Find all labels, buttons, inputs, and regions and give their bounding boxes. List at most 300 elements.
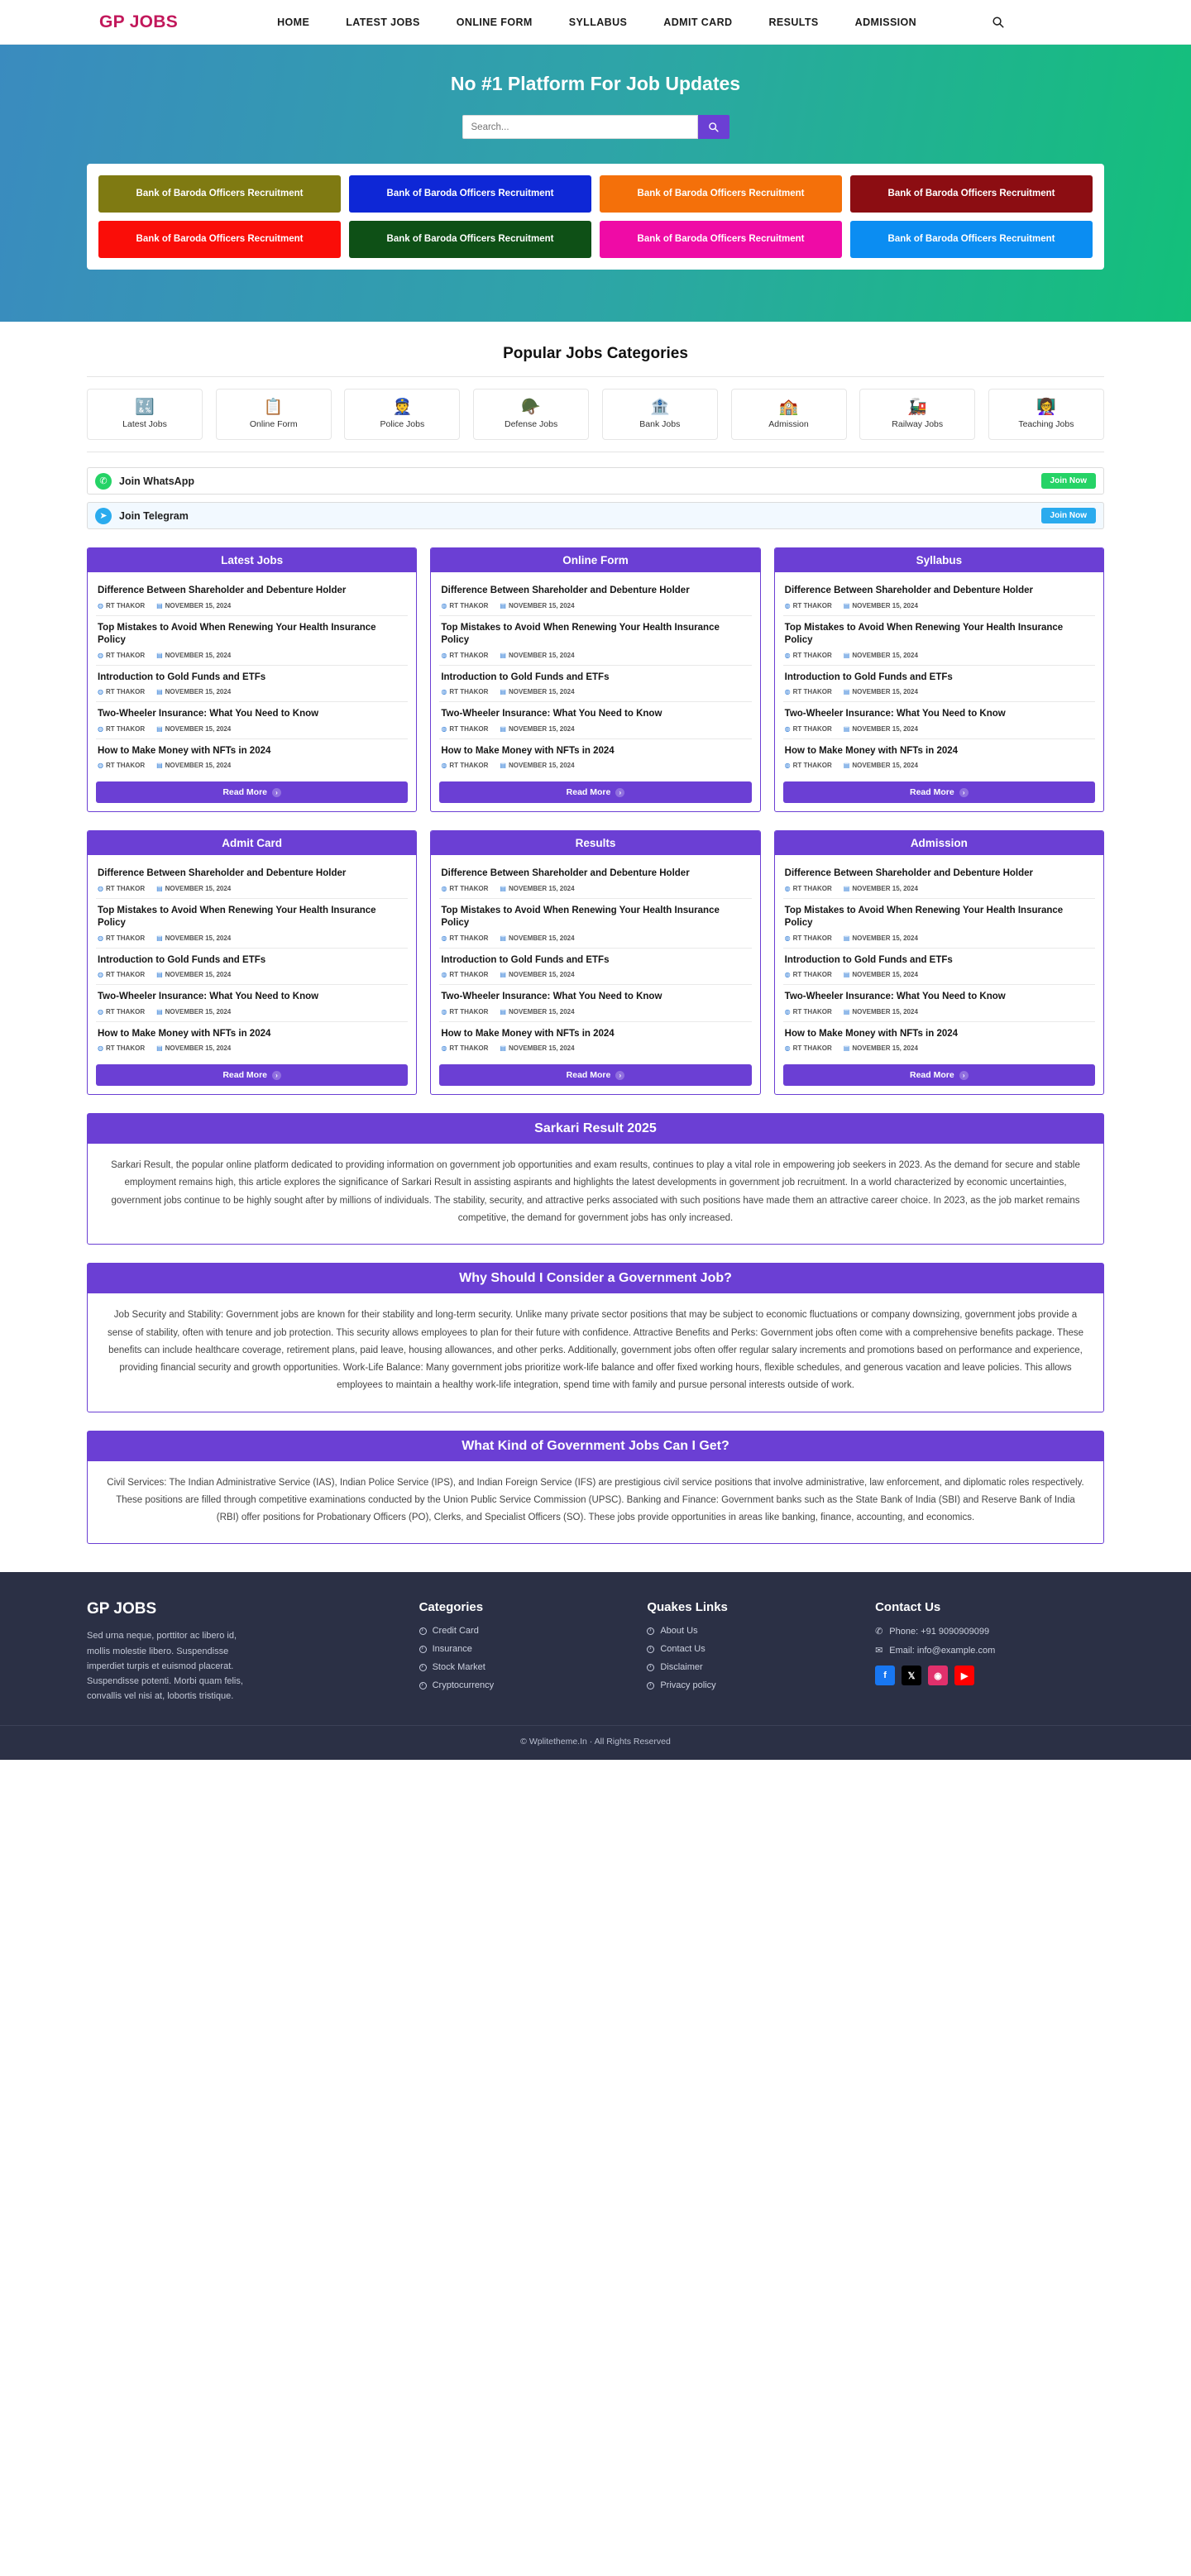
chevron-circle-icon [647,1664,654,1671]
calendar-icon: ▤ [156,601,163,609]
list-item[interactable] [783,666,1095,703]
author-name: RT THAKOR [449,762,489,770]
list-item[interactable] [783,702,1095,739]
list-item[interactable] [96,862,408,899]
author-icon: ◍ [98,651,103,659]
list-item-meta [98,1044,406,1052]
list-item[interactable] [96,985,408,1022]
author-name: RT THAKOR [449,884,489,892]
category-latest-jobs[interactable] [87,389,203,440]
author-name: RT THAKOR [105,651,146,659]
list-item-meta [98,885,406,892]
category-label: Teaching Jobs [1018,419,1074,429]
post-date: NOVEMBER 15, 2024 [165,884,232,892]
author-name: RT THAKOR [105,724,146,733]
list-item[interactable] [96,1022,408,1059]
list-item-title: Difference Between Shareholder and Debenture Holder [784,868,1034,879]
list-item[interactable] [96,739,408,776]
read-more-button[interactable] [783,1064,1095,1086]
list-item-title: Introduction to Gold Funds and ETFs [441,671,610,682]
youtube-icon[interactable]: ▶ [954,1666,974,1685]
article-sarkari-result [87,1113,1104,1245]
author-name: RT THAKOR [792,934,832,942]
list-item-meta [785,652,1093,659]
author-icon: ◍ [441,651,447,659]
footer-contact-column [875,1600,1104,1704]
list-item[interactable] [96,579,408,616]
jobbox-body [88,855,416,1094]
calendar-icon: ▤ [843,971,850,979]
list-item-title: Difference Between Shareholder and Debenture Holder [98,585,347,595]
chevron-circle-icon [419,1664,427,1671]
list-item-meta [98,602,406,609]
list-item[interactable] [439,899,751,949]
jobbox-results [430,830,760,1095]
telegram-icon: ➤ [95,508,112,524]
telegram-label: Join Telegram [119,509,189,522]
calendar-icon: ▤ [156,934,163,942]
site-logo[interactable]: GP JOBS [99,12,179,31]
author-icon: ◍ [784,724,791,733]
list-item[interactable] [96,666,408,703]
jobbox-body [88,572,416,811]
calendar-icon: ▤ [156,688,163,696]
social-join-section [87,467,1104,529]
list-item[interactable] [96,899,408,949]
chevron-circle-icon [419,1682,427,1689]
author-icon: ◍ [784,1007,791,1016]
site-footer [0,1572,1191,1760]
author-name: RT THAKOR [105,688,146,696]
author-icon: ◍ [98,1044,103,1053]
calendar-icon: ▤ [500,762,506,770]
list-item-meta [98,971,406,978]
post-date: NOVEMBER 15, 2024 [165,971,232,979]
author-icon: ◍ [98,762,103,770]
featured-job-card[interactable]: Bank of Baroda Officers Recruitment [600,175,842,213]
jobbox-body [775,855,1103,1094]
list-item-meta [441,725,749,733]
author-name: RT THAKOR [449,1007,489,1016]
author-name: RT THAKOR [792,762,832,770]
post-date: NOVEMBER 15, 2024 [508,971,575,979]
category-online-form[interactable] [216,389,332,440]
envelope-icon: ✉ [875,1646,883,1656]
list-item-meta [441,602,749,609]
nav-item-online-form[interactable]: ONLINE FORM [456,16,533,28]
category-label: Police Jobs [380,419,425,429]
latest-jobs-icon: 🔣 [135,399,155,416]
list-item[interactable] [96,702,408,739]
author-icon: ◍ [98,1007,103,1016]
footer-link-disclaimer[interactable]: › Disclaimer [647,1662,855,1672]
facebook-icon[interactable]: f [875,1666,895,1685]
author-icon: ◍ [441,934,447,942]
footer-link-about-us[interactable]: › About Us [647,1626,855,1636]
list-item-meta [785,971,1093,978]
author-icon: ◍ [784,651,791,659]
read-more-button[interactable] [439,781,751,803]
hero-title: No #1 Platform For Job Updates [450,73,741,94]
list-item[interactable] [439,862,751,899]
nav-item-results[interactable]: RESULTS [768,16,819,28]
jobbox-admission [774,830,1104,1095]
list-item[interactable] [783,949,1095,986]
list-item-meta [785,688,1093,695]
list-item[interactable] [783,899,1095,949]
footer-link-stock-market[interactable]: › Stock Market [419,1662,628,1672]
list-item[interactable] [439,579,751,616]
post-date: NOVEMBER 15, 2024 [852,651,918,659]
footer-link-cryptocurrency[interactable]: › Cryptocurrency [419,1680,628,1690]
read-more-button[interactable] [783,781,1095,803]
category-label: Bank Jobs [639,419,681,429]
article-why-government-job [87,1263,1104,1412]
post-date: NOVEMBER 15, 2024 [852,762,918,770]
list-item-meta [785,934,1093,942]
list-item-title: Two-Wheeler Insurance: What You Need to Know [98,992,319,1002]
calendar-icon: ▤ [156,884,163,892]
article-body: Civil Services: The Indian Administrative Service (IAS), Indian Police Service (IPS), and Indian Foreign Service (IFS) are prestigious civil service positions that involve administrative, law enforcement, and diplomatic roles respectively. These positions are filled through competitive examinations conducted by the Union Public Service Commission (UPSC). Banking and Finance: Government banks such as the State Bank of India (SBI) and Reserve Bank of India (RBI) offer positions for Probationary Officers (PO), Clerks, and Specialist Officers (SO). These jobs provide opportunities in areas like banking, finance, accounting, and economics. [107,1477,1084,1523]
read-more-label: Read More [566,1070,611,1081]
post-date: NOVEMBER 15, 2024 [165,1044,232,1053]
railway-jobs-icon: 🚂 [907,399,928,416]
list-item-title: Difference Between Shareholder and Debenture Holder [784,585,1034,595]
article-body: Sarkari Result, the popular online platform dedicated to providing information on government job opportunities and exam results, continues to play a vital role in empowering job seekers in 2023. As the demand for secure and stable employment remains high, this article explores the significance of Sarkari Result in assisting aspirants and highlights the latest developments in government job recruitment. In a world characterized by economic uncertainties, government jobs continue to be highly sought after by millions of individuals. The stability, security, and attractive perks associated with such positions have made them an attractive career choice. In 2023, as the job market remains competitive, the demand for government jobs has only increased. [111,1160,1080,1223]
bank-jobs-icon: 🏦 [649,399,670,416]
post-date: NOVEMBER 15, 2024 [165,651,232,659]
search-input[interactable] [462,115,698,139]
article-title: What Kind of Government Jobs Can I Get? [88,1431,1103,1461]
list-item[interactable] [96,949,408,986]
calendar-icon: ▤ [500,971,506,979]
category-police-jobs[interactable] [344,389,460,440]
list-item-meta [785,885,1093,892]
article-body: Job Security and Stability: Government jobs are known for their stability and long-term security. Unlike many private sector positions that may be subject to economic fluctuations or company downsizing, government jobs provide a sense of stability, often with tenure and job protection. This security allows employees to plan for their future with confidence. Attractive Benefits and Perks: Government jobs often come with a comprehensive benefits package. These benefits can include healthcare coverage, retirement plans, paid leave, housing allowances, and other perks. Additionally, government jobs often offer regular salary increments and promotions based on performance and experience, providing financial security and growth opportunities. Work-Life Balance: Many government jobs prioritize work-life balance and offer fixed working hours, flexible schedules, and generous vacation and leave policies. This allows employees to maintain a healthy work-life integration, spend time with family and pursue personal interests outside of work. [107,1310,1084,1391]
nav-item-admit-card[interactable]: ADMIT CARD [663,16,733,28]
featured-job-card[interactable]: Bank of Baroda Officers Recruitment [349,221,591,258]
teaching-jobs-icon: 👩‍🏫 [1036,399,1056,416]
calendar-icon: ▤ [500,724,506,733]
post-date: NOVEMBER 15, 2024 [508,601,575,609]
list-item[interactable] [439,616,751,666]
category-admission[interactable] [731,389,847,440]
featured-job-card[interactable]: Bank of Baroda Officers Recruitment [98,175,341,213]
chevron-circle-icon [419,1627,427,1635]
post-date: NOVEMBER 15, 2024 [852,1044,918,1053]
whatsapp-label: Join WhatsApp [119,475,194,487]
post-date: NOVEMBER 15, 2024 [852,1007,918,1016]
category-label: Online Form [249,419,298,429]
main-nav [277,16,1004,29]
list-item[interactable] [439,666,751,703]
list-item-title: Introduction to Gold Funds and ETFs [98,954,266,965]
whatsapp-join-bar[interactable] [87,467,1104,495]
footer-copyright: © Wplitetheme.In · All Rights Reserved [0,1725,1191,1760]
arrow-right-icon: › [959,1071,969,1080]
calendar-icon: ▤ [500,934,506,942]
author-name: RT THAKOR [105,934,146,942]
author-name: RT THAKOR [449,724,489,733]
author-icon: ◍ [441,884,447,892]
author-name: RT THAKOR [105,884,146,892]
author-icon: ◍ [441,1044,447,1053]
list-item-meta [441,934,749,942]
featured-job-card[interactable]: Bank of Baroda Officers Recruitment [850,221,1093,258]
list-item-meta [441,1044,749,1052]
calendar-icon: ▤ [156,1044,163,1053]
admission-icon: 🏫 [778,399,799,416]
calendar-icon: ▤ [843,724,850,733]
category-bank-jobs[interactable] [602,389,718,440]
list-item-title: Introduction to Gold Funds and ETFs [98,671,266,682]
list-item-title: Top Mistakes to Avoid When Renewing Your Health Insurance Policy [441,622,720,646]
phone-icon: ✆ [875,1627,883,1637]
post-date: NOVEMBER 15, 2024 [852,724,918,733]
post-date: NOVEMBER 15, 2024 [508,884,575,892]
list-item-title: Introduction to Gold Funds and ETFs [784,671,953,682]
author-name: RT THAKOR [449,601,489,609]
list-item-meta [785,1008,1093,1016]
calendar-icon: ▤ [843,934,850,942]
featured-job-card[interactable]: Bank of Baroda Officers Recruitment [98,221,341,258]
featured-job-card[interactable]: Bank of Baroda Officers Recruitment [850,175,1093,213]
nav-item-home[interactable]: HOME [277,16,310,28]
list-item-title: Introduction to Gold Funds and ETFs [784,954,953,965]
author-icon: ◍ [98,971,103,979]
jobbox-admit-card [87,830,417,1095]
list-item[interactable] [783,862,1095,899]
read-more-label: Read More [909,787,954,798]
read-more-label: Read More [222,1070,267,1081]
search-submit-button[interactable] [698,115,729,139]
list-item[interactable] [439,985,751,1022]
author-icon: ◍ [784,601,791,609]
chevron-circle-icon [647,1646,654,1653]
defense-jobs-icon: 🪖 [521,399,541,416]
category-label: Defense Jobs [505,419,558,429]
list-item-title: Top Mistakes to Avoid When Renewing Your Health Insurance Policy [784,622,1064,646]
author-icon: ◍ [784,688,791,696]
author-icon: ◍ [784,884,791,892]
calendar-icon: ▤ [843,651,850,659]
author-icon: ◍ [441,762,447,770]
list-item[interactable] [439,1022,751,1059]
post-date: NOVEMBER 15, 2024 [508,1007,575,1016]
list-item-meta [441,762,749,769]
calendar-icon: ▤ [500,884,506,892]
footer-description: Sed urna neque, porttitor ac libero id, mollis molestie libero. Suspendisse imperdiet turpis et euismod placerat. Suspendisse potenti. Morbi quam felis, convallis vel nisi at, lobortis tristique. [87,1631,243,1701]
featured-job-card[interactable]: Bank of Baroda Officers Recruitment [600,221,842,258]
footer-about-column [87,1600,399,1704]
read-more-label: Read More [909,1070,954,1081]
chevron-circle-icon [647,1627,654,1635]
whatsapp-join-button[interactable]: Join Now [1041,473,1096,489]
footer-quakes-column [647,1600,855,1704]
category-railway-jobs[interactable] [859,389,975,440]
author-icon: ◍ [98,884,103,892]
category-defense-jobs[interactable] [473,389,589,440]
list-item-title: Two-Wheeler Insurance: What You Need to Know [441,992,662,1002]
jobbox-body [775,572,1103,811]
author-name: RT THAKOR [792,1007,832,1016]
list-item[interactable] [783,579,1095,616]
author-icon: ◍ [98,601,103,609]
footer-link-credit-card[interactable]: › Credit Card [419,1626,628,1636]
arrow-right-icon: › [272,788,281,797]
nav-item-admission[interactable]: ADMISSION [854,16,917,28]
author-icon: ◍ [98,688,103,696]
footer-link-insurance[interactable]: › Insurance [419,1644,628,1654]
list-item-title: Top Mistakes to Avoid When Renewing Your Health Insurance Policy [441,905,720,929]
post-date: NOVEMBER 15, 2024 [165,1007,232,1016]
author-icon: ◍ [784,1044,791,1053]
post-date: NOVEMBER 15, 2024 [852,601,918,609]
list-item-meta [441,688,749,695]
list-item[interactable] [783,985,1095,1022]
author-name: RT THAKOR [105,762,146,770]
author-name: RT THAKOR [792,651,832,659]
list-item-title: Two-Wheeler Insurance: What You Need to Know [441,709,662,719]
whatsapp-icon: ✆ [95,473,112,490]
read-more-label: Read More [566,787,611,798]
calendar-icon: ▤ [156,1007,163,1016]
calendar-icon: ▤ [156,971,163,979]
calendar-icon: ▤ [843,1007,850,1016]
calendar-icon: ▤ [156,762,163,770]
author-name: RT THAKOR [449,934,489,942]
post-date: NOVEMBER 15, 2024 [165,601,232,609]
author-name: RT THAKOR [449,1044,489,1053]
list-item-title: Top Mistakes to Avoid When Renewing Your Health Insurance Policy [98,622,376,646]
read-more-button[interactable] [96,1064,408,1086]
article-kind-of-government-jobs [87,1431,1104,1545]
jobbox-title: Online Form [431,548,759,572]
job-boxes-row-2 [87,830,1104,1095]
footer-categories-title: Categories [419,1600,484,1615]
author-name: RT THAKOR [449,688,489,696]
calendar-icon: ▤ [500,688,506,696]
author-name: RT THAKOR [792,884,832,892]
calendar-icon: ▤ [500,601,506,609]
chevron-circle-icon [647,1682,654,1689]
author-name: RT THAKOR [792,601,832,609]
jobbox-online-form [430,547,760,812]
list-item[interactable] [439,739,751,776]
list-item[interactable] [783,739,1095,776]
author-name: RT THAKOR [449,651,489,659]
author-icon: ◍ [441,971,447,979]
list-item[interactable] [783,616,1095,666]
list-item[interactable] [783,1022,1095,1059]
jobbox-latest-jobs [87,547,417,812]
list-item-meta [98,652,406,659]
category-label: Railway Jobs [892,419,944,429]
post-date: NOVEMBER 15, 2024 [508,724,575,733]
list-item-title: Top Mistakes to Avoid When Renewing Your Health Insurance Policy [784,905,1064,929]
calendar-icon: ▤ [156,724,163,733]
telegram-join-bar[interactable] [87,502,1104,529]
post-date: NOVEMBER 15, 2024 [508,1044,575,1053]
featured-job-card[interactable]: Bank of Baroda Officers Recruitment [349,175,591,213]
list-item-title: Top Mistakes to Avoid When Renewing Your Health Insurance Policy [98,905,376,929]
footer-categories-list [419,1626,628,1690]
list-item-meta [441,885,749,892]
online-form-icon: 📋 [263,399,284,416]
footer-contact-title: Contact Us [875,1600,941,1615]
telegram-join-button[interactable]: Join Now [1041,508,1096,523]
list-item[interactable] [439,702,751,739]
post-date: NOVEMBER 15, 2024 [852,934,918,942]
list-item[interactable] [439,949,751,986]
popular-categories-title: Popular Jobs Categories [503,345,688,362]
footer-quakes-title: Quakes Links [647,1600,728,1615]
category-label: Latest Jobs [122,419,167,429]
hero-section [0,45,1191,322]
list-item-meta [441,1008,749,1016]
footer-social-links [875,1666,1104,1685]
list-item-title: Two-Wheeler Insurance: What You Need to Know [98,709,319,719]
list-item-meta [98,725,406,733]
post-date: NOVEMBER 15, 2024 [508,688,575,696]
calendar-icon: ▤ [843,1044,850,1053]
arrow-right-icon: › [959,788,969,797]
calendar-icon: ▤ [500,1007,506,1016]
list-item-meta [98,1008,406,1016]
nav-item-latest-jobs[interactable]: LATEST JOBS [346,16,420,28]
category-teaching-jobs[interactable] [988,389,1104,440]
list-item-meta [98,688,406,695]
jobbox-body [431,855,759,1094]
read-more-button[interactable] [439,1064,751,1086]
post-date: NOVEMBER 15, 2024 [852,971,918,979]
footer-quakes-list [647,1626,855,1690]
list-item-title: Two-Wheeler Insurance: What You Need to Know [784,709,1006,719]
hero-search-row [0,115,1191,139]
list-item-title: How to Make Money with NFTs in 2024 [441,1028,615,1039]
list-item[interactable] [96,616,408,666]
article-title: Why Should I Consider a Government Job? [88,1264,1103,1293]
footer-logo[interactable]: GP JOBS [87,1600,157,1618]
author-icon: ◍ [98,934,103,942]
jobbox-title: Results [431,831,759,855]
footer-link-contact-us[interactable]: › Contact Us [647,1644,855,1654]
calendar-icon: ▤ [500,651,506,659]
calendar-icon: ▤ [843,884,850,892]
footer-email[interactable]: ✉ Email: info@example.com [875,1645,996,1656]
category-label: Admission [768,419,809,429]
jobbox-syllabus [774,547,1104,812]
read-more-button[interactable] [96,781,408,803]
search-icon[interactable] [991,16,1004,29]
list-item-meta [441,652,749,659]
footer-phone[interactable]: ✆ Phone: +91 9090909099 [875,1626,990,1637]
jobbox-body [431,572,759,811]
instagram-icon[interactable]: ◉ [928,1666,948,1685]
post-date: NOVEMBER 15, 2024 [852,688,918,696]
list-item-meta [785,725,1093,733]
footer-columns [87,1600,1104,1725]
list-item-title: Introduction to Gold Funds and ETFs [441,954,610,965]
post-date: NOVEMBER 15, 2024 [165,934,232,942]
nav-item-syllabus[interactable]: SYLLABUS [568,16,628,28]
post-date: NOVEMBER 15, 2024 [508,651,575,659]
footer-link-privacy-policy[interactable]: › Privacy policy [647,1680,855,1690]
list-item-title: How to Make Money with NFTs in 2024 [784,1028,959,1039]
author-icon: ◍ [441,688,447,696]
x-twitter-icon[interactable]: 𝕏 [902,1666,921,1685]
job-boxes-row-1 [87,547,1104,812]
